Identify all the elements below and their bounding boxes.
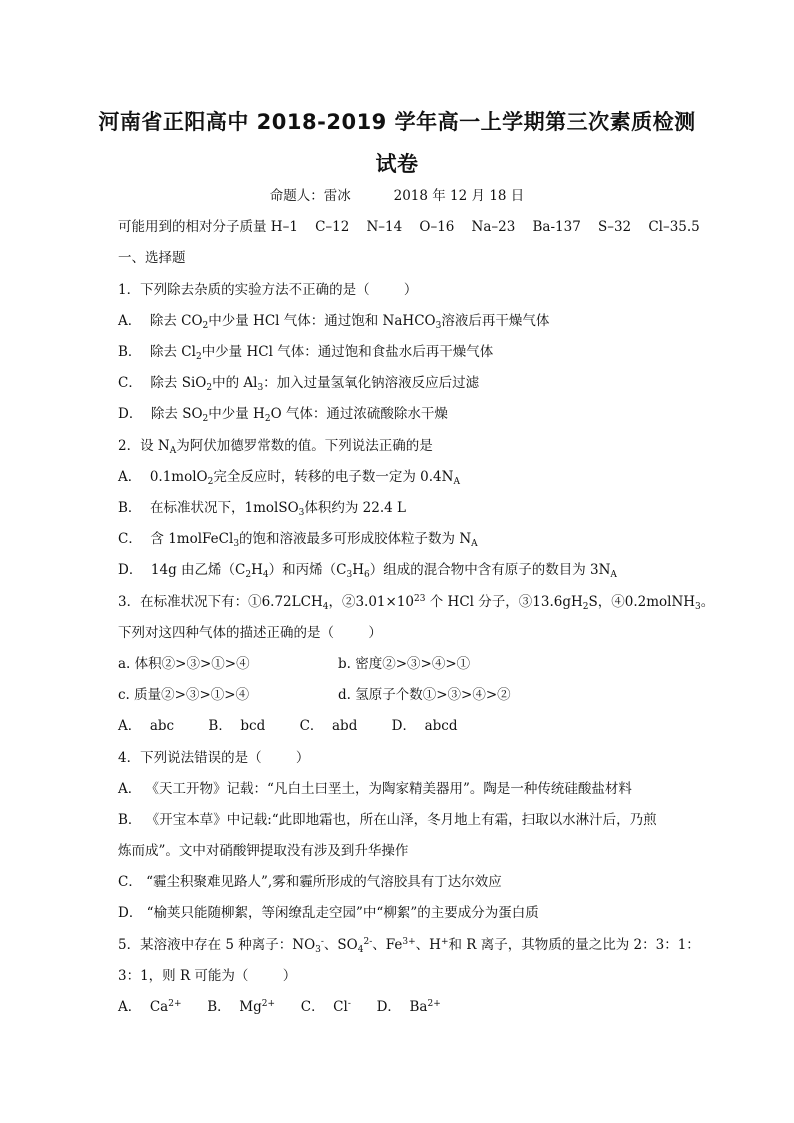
- question-1-option-c: C． 除去 SiO$_2$中的 $Al_3$：加入过量氢氧化钠溶液反应后过滤: [118, 375, 480, 393]
- page-title-line2: 试卷: [375, 152, 419, 176]
- question-4-option-b-line2: 炼而成”。文中对硝酸钾提取没有涉及到升华操作: [118, 843, 409, 859]
- question-3-sub-c: c. 质量②>③>①>④: [118, 687, 250, 703]
- question-2-option-a: A． 0.1molO$_2$完全反应时，转移的电子数一定为 $0.4N_A$: [118, 469, 460, 487]
- question-1-option-d: D． 除去 $SO_2$中少量 $H_2O$ 气体：通过浓硫酸除水干燥: [118, 406, 448, 424]
- question-4-option-d: D． “榆荚只能随柳絮，等闲缭乱走空园”中“柳絮”的主要成分为蛋白质: [118, 905, 539, 921]
- question-3-stem-line2: 下列对这四种气体的描述正确的是（ ）: [118, 625, 382, 641]
- question-4-stem: 4．下列说法错误的是（ ）: [118, 750, 310, 766]
- question-1-option-b: B． 除去 $Cl_2$中少量 HCl 气体：通过饱和食盐水后再干燥气体: [118, 344, 494, 362]
- question-3-choices: A． abc B． bcd C． abd D． abcd: [118, 718, 458, 734]
- question-2-option-b: B． 在标准状况下，1molSO$_3$体积约为 22.4 L: [118, 500, 406, 518]
- question-5-stem-line1: 5．某溶液中存在 5 种离子：$NO_3^-$、$SO_4^{2-}$、$Fe^{3+}$、H+和 R 离子，其物质的量之比为 2：3：1：: [118, 937, 700, 955]
- question-5-choices: A． $Ca^{2+}$ B． $Mg^{2+}$ C． Cl- D． $Ba^{2+}$: [118, 999, 441, 1015]
- question-3-stem-line1: 3．在标准状况下有：$①6.72LCH_4$，$②3.01\times 10^{23}$ 个 HCl 分子，$③13.6gH_2S$，④0.2molNH$_3$。: [118, 594, 715, 612]
- question-4-option-c: C． “霾尘积聚难见路人”,雾和霾所形成的气溶胶具有丁达尔效应: [118, 874, 502, 890]
- page-title-line1: 河南省正阳高中 2018-2019 学年高一上学期第三次素质检测: [98, 110, 696, 134]
- section-heading: 一、选择题: [118, 250, 186, 266]
- question-5-stem-line2: 3：1，则 R 可能为（ ）: [118, 968, 297, 984]
- question-4-option-a: A． 《天工开物》记载：“凡白土曰垩土，为陶家精美器用”。陶是一种传统硅酸盐材料: [118, 781, 632, 797]
- molar-mass-line: 可能用到的相对分子质量 H–1 C–12 N–14 O–16 Na–23 Ba-137 S–32 Cl–35.5: [118, 219, 700, 235]
- question-3-sub-b: b. 密度②>③>④>①: [338, 656, 471, 672]
- question-1-option-a: A． 除去 $CO_2$中少量 HCl 气体：通过饱和 NaHCO$_3$溶液后再干燥气体: [118, 313, 550, 331]
- question-2-option-d: D． 14g 由乙烯$(C_2H_4)$和丙烯$(C_3H_6)$组成的混合物中含有原子的数目为 $3N_A$: [118, 562, 617, 580]
- question-3-sub-d: d. 氢原子个数①>③>④>②: [338, 687, 511, 703]
- question-2-stem: 2．设 $N_A$为阿伏加德罗常数的值。下列说法正确的是: [118, 438, 433, 456]
- question-2-option-c: C． 含 1molFeCl$_3$的饱和溶液最多可形成胶体粒子数为 $N_A$: [118, 531, 478, 549]
- question-3-sub-a: a. 体积②>③>①>④: [118, 656, 250, 672]
- author-date: 命题人：雷冰 2018 年 12 月 18 日: [269, 188, 525, 204]
- question-1-stem: 1．下列除去杂质的实验方法不正确的是（ ）: [118, 282, 418, 298]
- question-4-option-b-line1: B． 《开宝本草》中记载:“此即地霜也，所在山泽，冬月地上有霜，扫取以水淋汁后，乃煎: [118, 812, 657, 828]
